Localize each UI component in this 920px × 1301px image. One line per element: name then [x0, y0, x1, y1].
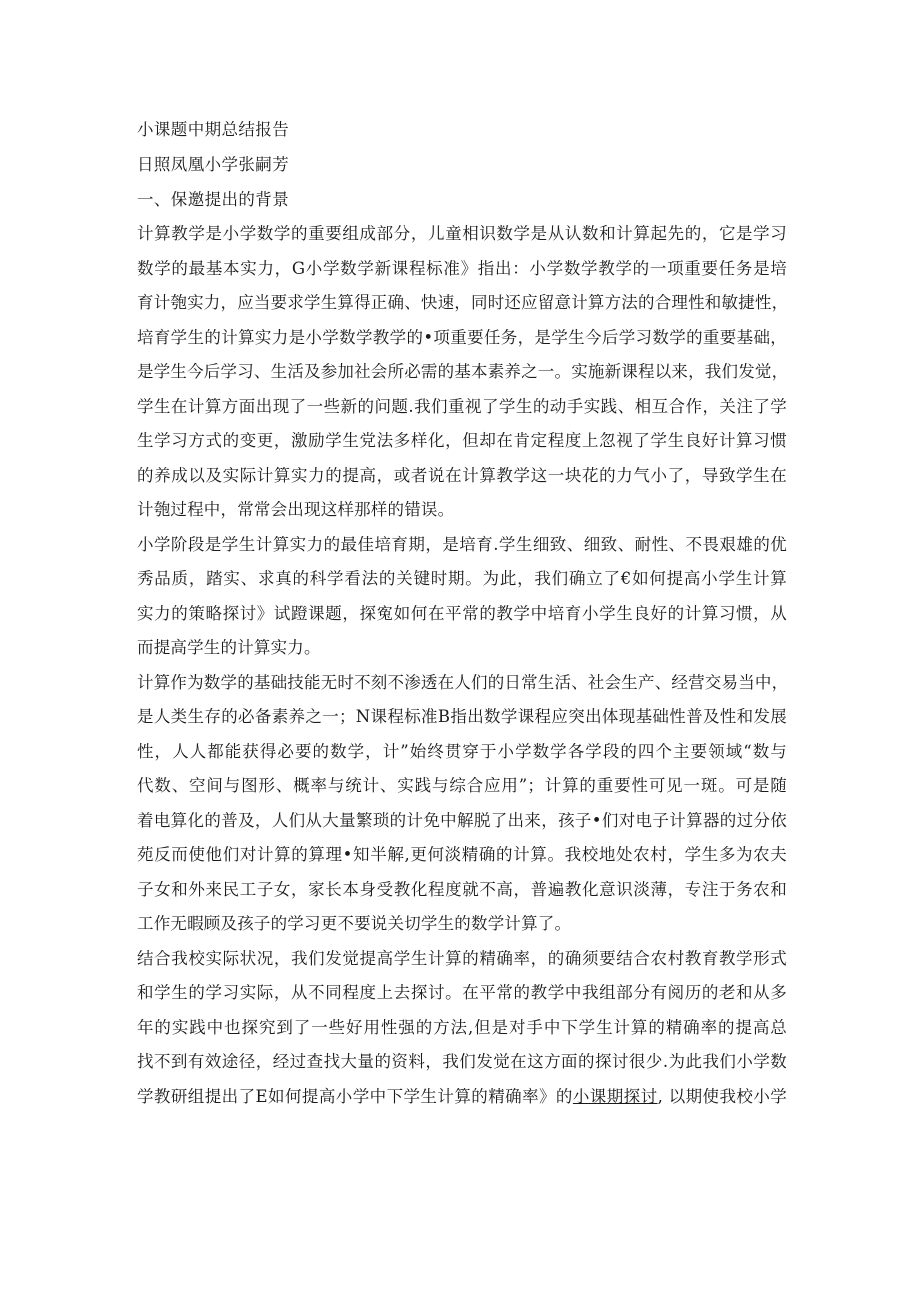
paragraph-last-line: [137, 1080, 787, 1115]
paragraph-line: 而提高学生的计算实力。: [137, 638, 321, 657]
paragraph-3: [137, 666, 787, 942]
paragraph-line: 培育学生的计算实力是小学数学教学的•项重要任务，是学生今后学习数学的重要基础，: [137, 327, 787, 347]
paragraph-line: 秀品质，踏实、求真的科学看法的关键时期。为此，我们确立了€如何提高小学生计算: [137, 569, 787, 588]
section-heading: 一、保邀提出的背景: [137, 190, 290, 209]
paragraph-line: 是人类生存的必备素养之一；N课程标准B指出数学课程应突出体现基础性普及性和发展: [137, 707, 787, 726]
paragraph-line: 找不到有效途径，经过查找大量的资料，我们发觉在这方面的探讨很少.为此我们小学数: [137, 1052, 787, 1071]
document-title: 小课题中期总结报告: [137, 120, 290, 139]
paragraph-line: 计匏过程中，常常会出现这样那样的错误。: [137, 500, 455, 519]
paragraph-line: 实力的策略探讨》试蹬课题，探寃如何在平常的教学中培育小学生良好的计算习惯，从: [137, 603, 787, 623]
paragraph-line: 育计匏实力，应当要求学生算得正确、快速，同时还应留意计算方法的合理性和敏捷性，: [137, 293, 789, 312]
paragraph-line: 学生在计算方面出现了一些新的问题.我们重视了学生的动手实践、相互合作，关注了学: [137, 396, 787, 416]
paragraph-line: 的养成以及实际计算实力的提高，或者说在计算教学这一块花的力气小了，导致学生在: [137, 465, 787, 485]
paragraph-line: 结合我校实际状况，我们发觉提高学生计算的精确率，的确须要结合农村教育教学形式: [137, 948, 787, 968]
paragraph-line: 子女和外来民工子女，家长本身受教化程度就不高，普遍教化意识淡薄，专注于务农和: [137, 879, 787, 899]
paragraph-line: 苑反而使他们对计算的算理•知半解,更何淡精确的计算。我校地处农村，学生多为农夫: [137, 845, 787, 864]
paragraph-4: [137, 942, 787, 1115]
last-line-text: 学教研组提出了E如何提高小学中下学生计算的精确率》的: [137, 1086, 573, 1106]
paragraph-2: [137, 528, 787, 666]
paragraph-line: 性，人人都能获得必要的数学，计”始终贯穿于小学数学各学段的四个主要领域“数与: [137, 741, 787, 761]
paragraph-line: 计算教学是小学数学的重要组成部分，儿童相识数学是从认数和计算起先的，它是学习: [137, 224, 787, 243]
underlined-phrase: 小课期探讨: [572, 1086, 658, 1106]
paragraph-line: 年的实践中也探究到了一些好用性强的方法,但是对手中下学生计算的精确率的提高总: [137, 1017, 787, 1037]
paragraph-line: 计算作为数学的基础技能无时不刻不渗透在人们的日常生活、社会生产、经营交易当中，: [137, 672, 789, 692]
paragraph-line: 数学的最基本实力，G小学数学新课程标准》指出：小学数学教学的一项重要任务是培: [137, 258, 787, 278]
paragraph-line: 生学习方式的变更，激励学生党法多样化，但却在肯定程度上忽视了学生良好计算习惯: [137, 431, 787, 450]
paragraph-line: 工作无暇顾及孩子的学习更不要说关切学生的数学计算了。: [137, 914, 572, 933]
paragraph-line: 和学生的学习实际，从不同程度上去探讨。在平常的教学中我组部分有阅历的老和从多: [137, 983, 787, 1002]
paragraph-line: 小学阶段是学生计算实力的最佳培育期，是培育.学生细致、细致、耐性、不畏艰雄的优: [137, 534, 787, 554]
last-line-tail: , 以期使我校小学: [657, 1086, 788, 1106]
document-body: [137, 112, 787, 1114]
paragraph-1: [137, 217, 787, 528]
document-author: 日照凤凰小学张嗣芳: [137, 155, 290, 174]
paragraph-line: 是学生今后学习、生活及参加社会所必需的基本素养之一。实施新课程以来，我们发觉，: [137, 362, 789, 381]
paragraph-line: 着电算化的普及，人们从大量繁琐的计免中解脱了出来，孩子•们对电子计算器的过分依: [137, 810, 787, 830]
paragraph-line: 代数、空间与图形、概率与统计、实践与综合应用”；计算的重要性可见一斑。可是随: [137, 776, 787, 795]
